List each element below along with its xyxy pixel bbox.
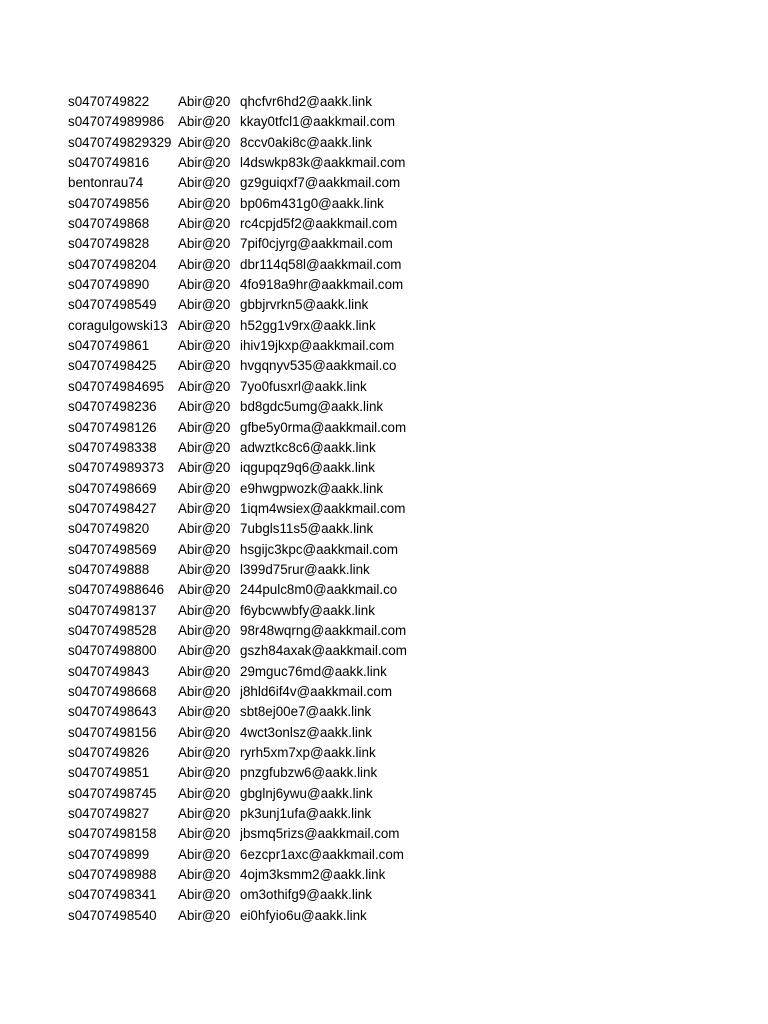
username-cell: s0470749829329	[68, 134, 172, 150]
table-row	[68, 906, 408, 926]
email-cell: ihiv19jkxp@aakkmail.com	[240, 338, 395, 354]
username-cell: coragulgowski13	[68, 317, 168, 333]
email-cell: gbbjrvrkn5@aakk.link	[240, 297, 369, 313]
password-cell: Abir@20	[178, 114, 231, 130]
email-cell: 1iqm4wsiex@aakkmail.com	[240, 500, 406, 516]
password-cell: Abir@20	[178, 297, 231, 313]
table-row	[68, 560, 408, 580]
table-row	[68, 173, 408, 193]
password-cell: Abir@20	[178, 867, 231, 883]
table-row	[68, 824, 408, 844]
username-cell: s047074984695	[68, 378, 165, 394]
username-cell: s04707498158	[68, 826, 157, 842]
email-cell: hsgijc3kpc@aakkmail.com	[240, 541, 398, 557]
account-list	[68, 92, 408, 926]
email-cell: l399d75rur@aakk.link	[240, 561, 370, 577]
password-cell: Abir@20	[178, 663, 231, 679]
username-cell: s0470749816	[68, 155, 150, 171]
username-cell: s04707498425	[68, 358, 157, 374]
email-cell: bp06m431g0@aakk.link	[240, 195, 384, 211]
password-cell: Abir@20	[178, 704, 231, 720]
username-cell: s04707498569	[68, 541, 157, 557]
username-cell: s0470749899	[68, 846, 150, 862]
password-cell: Abir@20	[178, 541, 231, 557]
table-row	[68, 458, 408, 478]
username-cell: s04707498540	[68, 907, 157, 923]
username-cell: s047074989986	[68, 114, 165, 130]
email-cell: kkay0tfcl1@aakkmail.com	[240, 114, 395, 130]
username-cell: s04707498427	[68, 500, 157, 516]
table-row	[68, 702, 408, 722]
table-row	[68, 316, 408, 336]
username-cell: s04707498745	[68, 785, 157, 801]
password-cell: Abir@20	[178, 236, 231, 252]
password-cell: Abir@20	[178, 602, 231, 618]
table-row	[68, 153, 408, 173]
table-row	[68, 214, 408, 234]
password-cell: Abir@20	[178, 846, 231, 862]
table-row	[68, 865, 408, 885]
email-cell: l4dswkp83k@aakkmail.com	[240, 155, 406, 171]
email-cell: e9hwgpwozk@aakk.link	[240, 480, 384, 496]
password-cell: Abir@20	[178, 175, 231, 191]
table-row	[68, 723, 408, 743]
email-cell: f6ybcwwbfy@aakk.link	[240, 602, 375, 618]
table-row	[68, 580, 408, 600]
password-cell: Abir@20	[178, 439, 231, 455]
table-row	[68, 479, 408, 499]
password-cell: Abir@20	[178, 745, 231, 760]
table-row	[68, 275, 408, 295]
password-cell: Abir@20	[178, 277, 231, 293]
username-cell: s04707498669	[68, 480, 157, 496]
email-cell: jbsmq5rizs@aakkmail.com	[240, 826, 400, 842]
username-cell: s04707498236	[68, 399, 157, 415]
username-cell: s04707498528	[68, 622, 157, 638]
email-cell: j8hld6if4v@aakkmail.com	[240, 683, 393, 699]
table-row	[68, 641, 408, 661]
username-cell: s04707498126	[68, 419, 157, 435]
table-row	[68, 784, 408, 804]
email-cell: sbt8ej00e7@aakk.link	[240, 704, 372, 720]
password-cell: Abir@20	[178, 94, 231, 109]
email-cell: pk3unj1ufa@aakk.link	[240, 806, 372, 822]
table-row	[68, 804, 408, 824]
email-cell: gz9guiqxf7@aakkmail.com	[240, 175, 401, 191]
username-cell: s04707498137	[68, 602, 157, 618]
username-cell: s0470749822	[68, 94, 150, 109]
table-row	[68, 336, 408, 356]
password-cell: Abir@20	[178, 480, 231, 496]
password-cell: Abir@20	[178, 460, 231, 476]
table-row	[68, 763, 408, 783]
email-cell: dbr114q58l@aakkmail.com	[240, 256, 402, 272]
table-row	[68, 540, 408, 560]
password-cell: Abir@20	[178, 724, 231, 740]
table-row	[68, 845, 408, 865]
email-cell: 7ubgls11s5@aakk.link	[240, 521, 374, 537]
table-row	[68, 295, 408, 315]
password-cell: Abir@20	[178, 195, 231, 211]
table-row	[68, 621, 408, 641]
password-cell: Abir@20	[178, 765, 231, 781]
table-row	[68, 418, 408, 438]
table-row	[68, 255, 408, 275]
password-cell: Abir@20	[178, 358, 231, 374]
username-cell: s04707498204	[68, 256, 157, 272]
email-cell: gfbe5y0rma@aakkmail.com	[240, 419, 407, 435]
username-cell: s04707498643	[68, 704, 157, 720]
password-cell: Abir@20	[178, 256, 231, 272]
email-cell: qhcfvr6hd2@aakk.link	[240, 94, 372, 109]
password-cell: Abir@20	[178, 582, 231, 598]
email-cell: 29mguc76md@aakk.link	[240, 663, 387, 679]
username-cell: s04707498549	[68, 297, 157, 313]
password-cell: Abir@20	[178, 155, 231, 171]
password-cell: Abir@20	[178, 785, 231, 801]
table-row	[68, 112, 408, 132]
email-cell: 4fo918a9hr@aakkmail.com	[240, 277, 404, 293]
username-cell: s0470749868	[68, 216, 150, 232]
email-cell: h52gg1v9rx@aakk.link	[240, 317, 376, 333]
email-cell: 98r48wqrng@aakkmail.com	[240, 622, 407, 638]
email-cell: gbglnj6ywu@aakk.link	[240, 785, 373, 801]
username-cell: s0470749851	[68, 765, 150, 781]
password-cell: Abir@20	[178, 338, 231, 354]
email-cell: om3othifg9@aakk.link	[240, 887, 372, 903]
table-row	[68, 519, 408, 539]
table-row	[68, 662, 408, 682]
password-cell: Abir@20	[178, 134, 231, 150]
username-cell: s04707498988	[68, 867, 157, 883]
username-cell: s0470749826	[68, 745, 150, 760]
username-cell: s047074989373	[68, 460, 165, 476]
email-cell: iqgupqz9q6@aakk.link	[240, 460, 375, 476]
password-cell: Abir@20	[178, 826, 231, 842]
password-cell: Abir@20	[178, 622, 231, 638]
email-cell: 4wct3onlsz@aakk.link	[240, 724, 372, 740]
email-cell: 244pulc8m0@aakkmail.co	[240, 582, 398, 598]
username-cell: s0470749820	[68, 521, 150, 537]
username-cell: s0470749888	[68, 561, 150, 577]
username-cell: s047074988646	[68, 582, 165, 598]
table-row	[68, 377, 408, 397]
table-row	[68, 601, 408, 621]
password-cell: Abir@20	[178, 317, 231, 333]
table-row	[68, 92, 408, 112]
username-cell: s04707498668	[68, 683, 157, 699]
email-cell: bd8gdc5umg@aakk.link	[240, 399, 384, 415]
username-cell: s04707498156	[68, 724, 157, 740]
table-row	[68, 438, 408, 458]
password-cell: Abir@20	[178, 887, 231, 903]
password-cell: Abir@20	[178, 216, 231, 232]
password-cell: Abir@20	[178, 561, 231, 577]
table-row	[68, 885, 408, 905]
password-cell: Abir@20	[178, 378, 231, 394]
email-cell: gszh84axak@aakkmail.com	[240, 643, 407, 659]
password-cell: Abir@20	[178, 521, 231, 537]
username-cell: s0470749828	[68, 236, 150, 252]
table-row	[68, 133, 408, 153]
username-cell: s04707498800	[68, 643, 157, 659]
password-cell: Abir@20	[178, 907, 231, 923]
table-row	[68, 397, 408, 417]
username-cell: s0470749856	[68, 195, 150, 211]
email-cell: 7pif0cjyrg@aakkmail.com	[240, 236, 393, 252]
table-row	[68, 194, 408, 214]
table-row	[68, 682, 408, 702]
table-row	[68, 743, 408, 763]
password-cell: Abir@20	[178, 399, 231, 415]
password-cell: Abir@20	[178, 643, 231, 659]
email-cell: 7yo0fusxrl@aakk.link	[240, 378, 367, 394]
password-cell: Abir@20	[178, 419, 231, 435]
table-row	[68, 356, 408, 376]
email-cell: pnzgfubzw6@aakk.link	[240, 765, 378, 781]
email-cell: hvgqnyv535@aakkmail.co	[240, 358, 397, 374]
username-cell: s04707498338	[68, 439, 157, 455]
password-cell: Abir@20	[178, 683, 231, 699]
email-cell: rc4cpjd5f2@aakkmail.com	[240, 216, 398, 232]
password-cell: Abir@20	[178, 806, 231, 822]
email-cell: ei0hfyio6u@aakk.link	[240, 907, 367, 923]
table-row	[68, 499, 408, 519]
table-row	[68, 234, 408, 254]
username-cell: s0470749861	[68, 338, 150, 354]
username-cell: s0470749843	[68, 663, 150, 679]
username-cell: s0470749827	[68, 806, 150, 822]
email-cell: 8ccv0aki8c@aakk.link	[240, 134, 372, 150]
email-cell: 4ojm3ksmm2@aakk.link	[240, 867, 386, 883]
username-cell: s0470749890	[68, 277, 150, 293]
email-cell: ryrh5xm7xp@aakk.link	[240, 745, 376, 760]
password-cell: Abir@20	[178, 500, 231, 516]
username-cell: bentonrau74	[68, 175, 144, 191]
email-cell: adwztkc8c6@aakk.link	[240, 439, 376, 455]
email-cell: 6ezcpr1axc@aakkmail.com	[240, 846, 404, 862]
username-cell: s04707498341	[68, 887, 157, 903]
